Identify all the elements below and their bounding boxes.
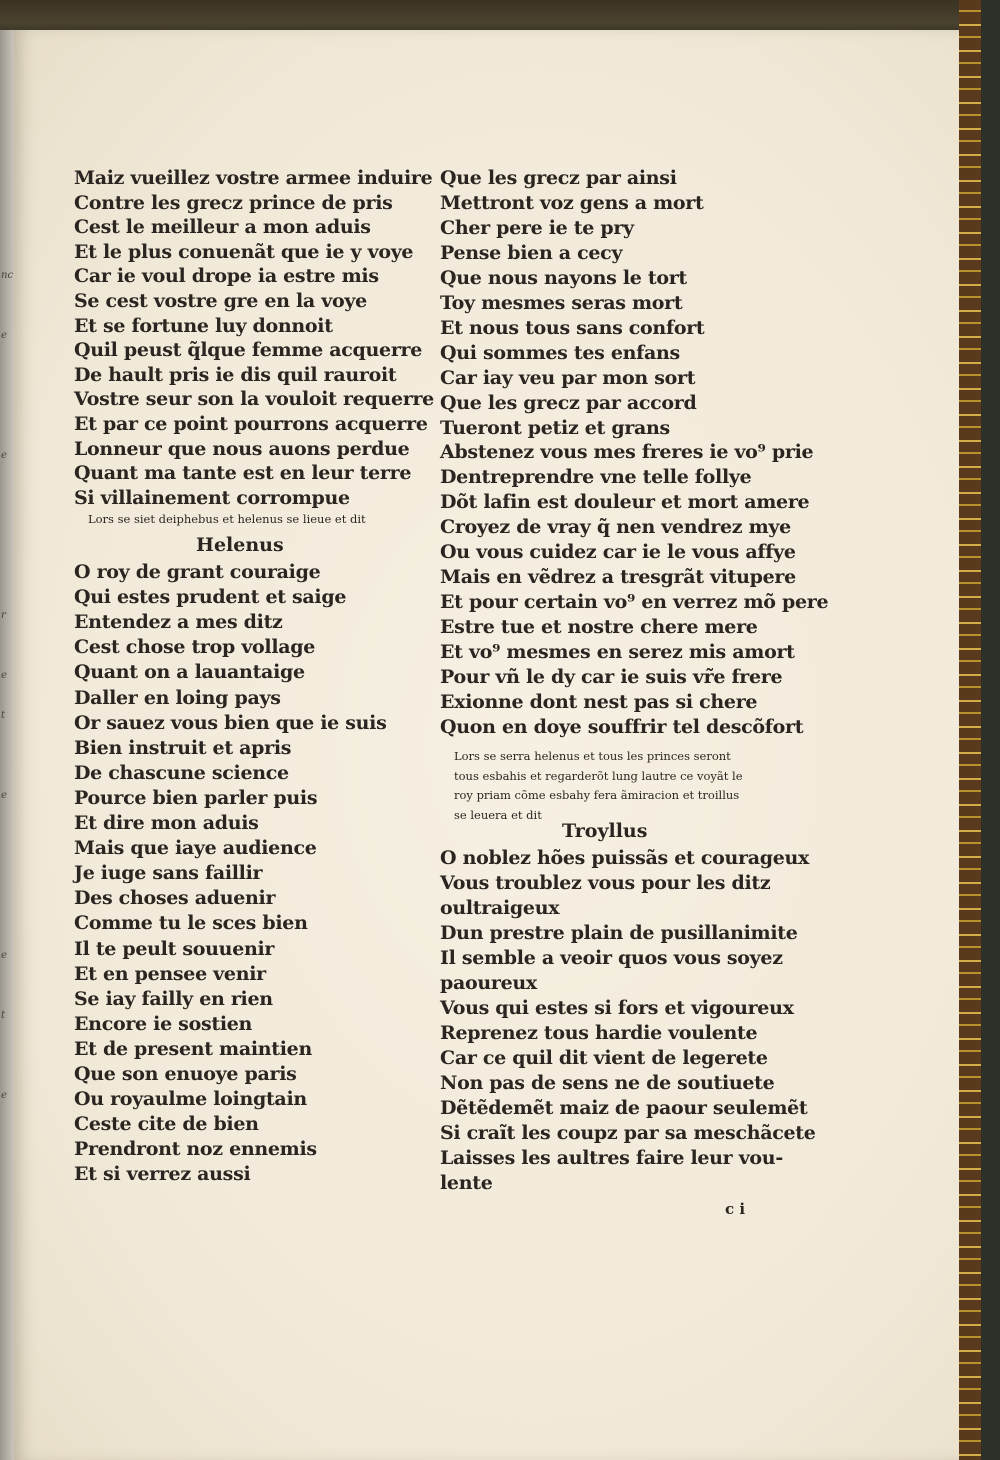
stage-direction: Lors se siet deiphebus et helenus se lieue et dit xyxy=(88,512,366,526)
verse-line: Contre les grecz prince de pris xyxy=(74,191,393,214)
speaker-name: Helenus xyxy=(196,534,284,556)
verse-line: Vous qui estes si fors et vigoureux xyxy=(440,997,794,1019)
verse-line: oultraigeux xyxy=(440,897,560,919)
verse-line: Pour vñ le dy car ie suis vr̃e frere xyxy=(440,666,783,688)
verse-line: Cest le meilleur a mon aduis xyxy=(74,216,371,239)
verse-line: Se iay failly en rien xyxy=(74,987,273,1010)
verse-line: Laisses les aultres faire leur vou- xyxy=(440,1147,783,1169)
verse-line: Quant ma tante est en leur terre xyxy=(74,462,412,485)
verse-line: Et nous tous sans confort xyxy=(440,316,705,339)
verse-line: Dentreprendre vne telle follye xyxy=(440,466,752,489)
verse-line: Mais en vẽdrez a tresgrãt vitupere xyxy=(440,566,796,589)
verse-line: Vous troublez vous pour les ditz xyxy=(440,872,771,894)
verse-line: Prendront noz ennemis xyxy=(74,1138,317,1161)
verse-line: Lonneur que nous auons perdue xyxy=(74,437,410,460)
verse-line: Quon en doye souffrir tel descõfort xyxy=(440,715,804,738)
verse-line: Maiz vueillez vostre armee induire xyxy=(74,167,433,189)
stage-direction: tous esbahis et regarderõt lung lautre ce voyãt le xyxy=(454,768,743,783)
verse-line: Si villainement corrompue xyxy=(74,486,350,509)
verse-line: Cest chose trop vollage xyxy=(74,636,316,659)
verse-line: Estre tue et nostre chere mere xyxy=(440,616,758,639)
verse-line: Il semble a veoir quos vous soyez xyxy=(440,947,783,969)
verse-line: Que les grecz par accord xyxy=(440,391,697,414)
verse-line: Il te peult souuenir xyxy=(74,937,275,960)
verse-line: Encore ie sostien xyxy=(74,1012,253,1035)
verse-line: Non pas de sens ne de soutiuete xyxy=(440,1072,775,1094)
verse-line: Que nous nayons le tort xyxy=(440,266,687,289)
verse-line: Qui sommes tes enfans xyxy=(440,341,680,364)
verse-line: De chascune science xyxy=(74,761,289,784)
verse-line: lente xyxy=(440,1172,493,1194)
verse-line: Bien instruit et apris xyxy=(74,736,292,759)
verse-line: Et vo⁹ mesmes en serez mis amort xyxy=(440,641,795,664)
verse-line: Reprenez tous hardie voulente xyxy=(440,1022,758,1044)
verse-line: Croyez de vray q̃ nen vendrez mye xyxy=(440,516,791,539)
verse-line: Pource bien parler puis xyxy=(74,786,318,809)
verse-line: Daller en loing pays xyxy=(74,686,281,709)
signature-mark: c i xyxy=(725,1200,746,1218)
verse-line: O noblez hões puissãs et courageux xyxy=(440,847,810,869)
gilt-border xyxy=(959,0,981,1460)
verse-line: Qui estes prudent et saige xyxy=(74,586,347,609)
verse-line: Pense bien a cecy xyxy=(440,241,623,264)
verse-line: Que son enuoye paris xyxy=(74,1063,297,1085)
facing-page-edge: nc e e r e t e e t e xyxy=(0,30,14,1460)
verse-line: Et dire mon aduis xyxy=(74,812,259,834)
book-cover-edge xyxy=(981,0,1000,1460)
verse-line: Dẽtẽdemẽt maiz de paour seulemẽt xyxy=(440,1097,808,1119)
verse-line: Se cest vostre gre en la voye xyxy=(74,290,367,312)
speaker-name: Troyllus xyxy=(562,820,648,842)
verse-line: Ceste cite de bien xyxy=(74,1113,259,1136)
verse-line: Et de present maintien xyxy=(74,1037,312,1060)
verse-line: Vostre seur son la vouloit requerre xyxy=(74,388,434,411)
verse-line: Car ie voul drope ia estre mis xyxy=(74,265,379,288)
verse-line: Et en pensee venir xyxy=(74,962,266,985)
verse-line: paoureux xyxy=(440,972,537,994)
verse-line: Je iuge sans faillir xyxy=(74,862,263,885)
verse-line: Dõt lafin est douleur et mort amere xyxy=(440,491,810,514)
verse-line: Mais que iaye audience xyxy=(74,837,317,860)
stage-direction: se leuera et dit xyxy=(454,807,542,822)
verse-line: Abstenez vous mes freres ie vo⁹ prie xyxy=(440,441,814,464)
verse-line: Exionne dont nest pas si chere xyxy=(440,690,758,713)
verse-line: Ou royaulme loingtain xyxy=(74,1088,307,1111)
verse-line: Comme tu le sces bien xyxy=(74,912,308,935)
verse-line: Si craĩt les coupz par sa meschãcete xyxy=(440,1122,816,1144)
verse-line: Et le plus conuenãt que ie y voye xyxy=(74,240,414,263)
verse-line: Des choses aduenir xyxy=(74,887,276,910)
verse-line: Car ce quil dit vient de legerete xyxy=(440,1047,768,1069)
verse-line: O roy de grant couraige xyxy=(74,561,321,583)
verse-line: Quil peust q̃lque femme acquerre xyxy=(74,339,423,362)
verse-line: Que les grecz par ainsi xyxy=(440,167,677,189)
verse-line: Ou vous cuidez car ie le vous affye xyxy=(440,541,796,564)
verse-line: Mettront voz gens a mort xyxy=(440,191,704,214)
verse-line: Or sauez vous bien que ie suis xyxy=(74,711,387,734)
verse-line: Et pour certain vo⁹ en verrez mõ pere xyxy=(440,591,829,614)
verse-line: Et si verrez aussi xyxy=(74,1163,251,1186)
verse-line: Dun prestre plain de pusillanimite xyxy=(440,922,798,944)
verse-line: De hault pris ie dis quil rauroit xyxy=(74,363,397,386)
verse-line: Quant on a lauantaige xyxy=(74,661,305,684)
stage-direction: Lors se serra helenus et tous les princes seront xyxy=(454,749,731,763)
verse-line: Car iay veu par mon sort xyxy=(440,366,696,389)
verse-line: Entendez a mes ditz xyxy=(74,611,283,634)
verse-line: Et par ce point pourrons acquerre xyxy=(74,413,428,435)
verse-line: Toy mesmes seras mort xyxy=(440,291,683,314)
verse-line: Et se fortune luy donnoit xyxy=(74,314,333,337)
verse-line: Cher pere ie te pry xyxy=(440,216,634,239)
verse-line: Tueront petiz et grans xyxy=(440,416,670,439)
stage-direction: roy priam cõme esbahy fera ãmiracion et troillus xyxy=(454,788,740,802)
